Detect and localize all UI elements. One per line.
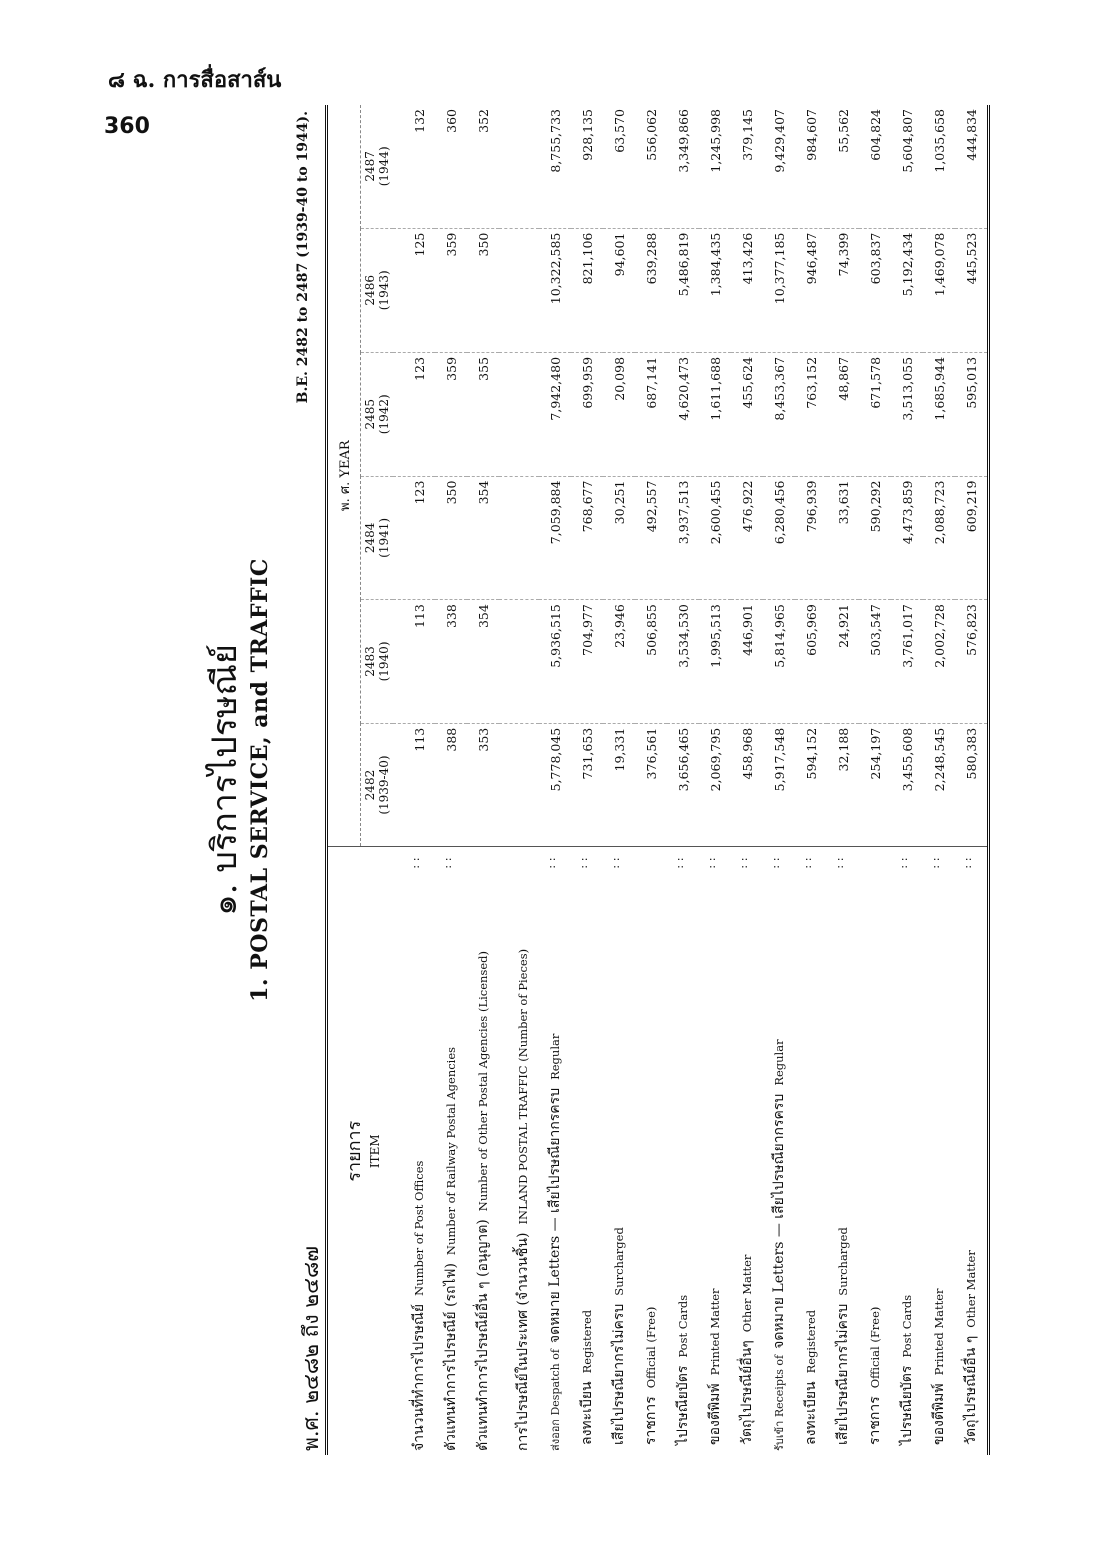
row-label	[603, 847, 635, 1455]
value-cell: 5,814,965	[763, 600, 795, 724]
value-cell: 2,088,723	[923, 476, 955, 600]
row-label	[635, 847, 667, 1455]
row-label-english: Registered	[804, 1309, 818, 1374]
value-cell: 9,429,407	[771, 109, 787, 173]
value-cell: 6,280,456	[763, 476, 795, 600]
value-cell: 455,624	[731, 352, 763, 476]
value-cell: 603,837	[859, 228, 891, 352]
value-cell: 590,292	[859, 476, 891, 600]
value-cell: 458,968	[731, 723, 763, 847]
value-cell: 1,685,944	[923, 352, 955, 476]
row-label	[891, 847, 923, 1455]
leader-dots: : :	[736, 857, 750, 869]
row-label	[827, 847, 859, 1455]
row-label-thai: จดหมาย Letters — เสียไปรษณียากรครบ	[771, 1093, 787, 1349]
value-cell: 10,322,585	[539, 228, 571, 352]
item-header-english: ITEM	[368, 1134, 382, 1169]
row-label-thai: ราชการ	[867, 1396, 883, 1445]
value-cell: 388	[435, 723, 467, 847]
value-cell: 2,069,795	[699, 723, 731, 847]
row-label	[393, 847, 435, 1455]
table-row	[827, 105, 859, 1455]
row-label-english: Official (Free)	[868, 1306, 882, 1389]
value-cell: 376,561	[635, 723, 667, 847]
table-row	[923, 105, 955, 1455]
row-label-thai: การไปรษณีย์ในประเทศ (จำนวนชิ้น)	[515, 1232, 531, 1451]
row-label	[795, 847, 827, 1455]
value-cell: 639,288	[635, 228, 667, 352]
value-cell: 984,607	[803, 109, 819, 161]
row-label	[571, 847, 603, 1455]
year-group-header: พ. ศ. YEAR	[327, 105, 361, 847]
value-cell: 5,778,045	[539, 723, 571, 847]
value-cell	[499, 600, 539, 724]
leader-dots: : :	[768, 857, 782, 869]
value-cell: 20,098	[603, 352, 635, 476]
value-cell: 1,469,078	[923, 228, 955, 352]
value-cell: 687,141	[635, 352, 667, 476]
title-block	[195, 105, 273, 1455]
row-label-english: INLAND POSTAL TRAFFIC (Number of Pieces)	[516, 948, 530, 1225]
value-cell: 3,937,513	[667, 476, 699, 600]
table-row	[635, 105, 667, 1455]
value-cell: 5,192,434	[891, 228, 923, 352]
value-cell: 354	[467, 476, 499, 600]
value-cell: 3,513,055	[891, 352, 923, 476]
value-cell: 594,152	[795, 723, 827, 847]
leader-dots: : :	[832, 857, 846, 869]
row-group-label: รับเข้า Receipts of	[773, 1354, 786, 1451]
value-cell: 254,197	[859, 723, 891, 847]
value-cell: 7,942,480	[539, 352, 571, 476]
leader-dots: : :	[960, 857, 974, 869]
value-cell: 338	[435, 600, 467, 724]
value-cell: 24,921	[827, 600, 859, 724]
row-label-thai: ของตีพิมพ์	[707, 1383, 723, 1445]
value-cell: 74,399	[827, 228, 859, 352]
value-cell: 94,601	[603, 228, 635, 352]
leader-dots: : :	[544, 857, 558, 869]
value-cell: 2,600,455	[699, 476, 731, 600]
table-row	[393, 105, 435, 1455]
value-cell: 446,901	[731, 600, 763, 724]
table-row	[603, 105, 635, 1455]
row-label-english: Post Cards	[676, 1294, 690, 1358]
row-label-english: Printed Matter	[708, 1288, 722, 1376]
value-cell: 350	[467, 228, 499, 352]
table-row	[435, 105, 467, 1455]
value-cell: 604,824	[867, 109, 883, 161]
row-label-thai: ลงทะเบียน	[803, 1381, 819, 1445]
table-row	[667, 105, 699, 1455]
value-cell: 8,453,367	[763, 352, 795, 476]
table-body	[393, 105, 989, 1455]
value-cell: 7,059,884	[539, 476, 571, 600]
value-cell: 2,002,728	[923, 600, 955, 724]
value-cell: 492,557	[635, 476, 667, 600]
value-cell: 359	[435, 352, 467, 476]
row-label	[699, 847, 731, 1455]
title-english: 1. POSTAL SERVICE, and TRAFFIC	[247, 558, 273, 1002]
table-row	[955, 105, 989, 1455]
value-cell: 4,473,859	[891, 476, 923, 600]
leader-dots: : :	[896, 857, 910, 869]
value-cell: 132	[411, 109, 427, 133]
row-label	[539, 847, 571, 1455]
value-cell: 445,523	[955, 228, 989, 352]
value-cell: 23,946	[603, 600, 635, 724]
row-label-thai: เสียไปรษณียากรไม่ครบ	[835, 1303, 851, 1445]
row-label-thai: วัตถุไปรษณีย์อื่นๆ	[739, 1340, 755, 1445]
row-label-english: Surcharged	[612, 1227, 626, 1296]
value-cell: 699,959	[571, 352, 603, 476]
value-cell: 3,534,530	[667, 600, 699, 724]
value-cell: 5,486,819	[667, 228, 699, 352]
row-label	[923, 847, 955, 1455]
value-cell: 928,135	[579, 109, 595, 161]
value-cell: 8,755,733	[547, 109, 563, 173]
value-cell: 354	[467, 600, 499, 724]
value-cell: 580,383	[955, 723, 989, 847]
title-thai: ๑. บริการไปรษณีย์	[205, 644, 245, 916]
table-row	[699, 105, 731, 1455]
section-header: ๘ ฉ. การสื่อสาส์น	[108, 67, 282, 93]
year-header: 2486 (1943)	[361, 228, 394, 352]
postal-statistics-table	[325, 105, 990, 1455]
row-label	[731, 847, 763, 1455]
row-label-thai: ไปรษณียบัตร	[899, 1365, 915, 1445]
value-cell: 595,013	[955, 352, 989, 476]
value-cell: 360	[443, 109, 459, 133]
value-cell: 1,995,513	[699, 600, 731, 724]
value-cell: 763,152	[795, 352, 827, 476]
table-row	[763, 105, 795, 1455]
year-header: 2484 (1941)	[361, 476, 394, 600]
value-cell: 353	[467, 723, 499, 847]
value-cell: 352	[475, 109, 491, 133]
value-cell: 113	[393, 600, 435, 724]
leader-dots: : :	[672, 857, 686, 869]
table-row	[539, 105, 571, 1455]
item-column-header	[327, 847, 394, 1455]
value-cell: 359	[435, 228, 467, 352]
value-cell: 33,631	[827, 476, 859, 600]
row-label-english: Registered	[580, 1309, 594, 1374]
row-label-thai: เสียไปรษณียากรไม่ครบ	[611, 1303, 627, 1445]
row-group-label: ส่งออก Despatch of	[549, 1349, 562, 1451]
leader-dots: : :	[608, 857, 622, 869]
row-label-english: Regular	[772, 1039, 786, 1086]
value-cell: 821,106	[571, 228, 603, 352]
value-cell: 671,578	[859, 352, 891, 476]
value-cell: 503,547	[859, 600, 891, 724]
year-header: 2487 (1944)	[363, 146, 391, 187]
value-cell: 32,188	[827, 723, 859, 847]
value-cell: 1,611,688	[699, 352, 731, 476]
row-label	[955, 847, 989, 1455]
value-cell: 48,867	[827, 352, 859, 476]
row-label-thai: ของตีพิมพ์	[931, 1383, 947, 1445]
value-cell: 10,377,185	[763, 228, 795, 352]
rotated-table-sheet	[195, 105, 979, 1455]
table-row	[467, 105, 499, 1455]
value-cell: 4,620,473	[667, 352, 699, 476]
page-number: 360	[104, 114, 150, 139]
row-label-thai: ตัวแทนทำการไปรษณีย์ (รถไฟ)	[443, 1263, 459, 1451]
value-cell: 605,969	[795, 600, 827, 724]
leader-dots: : :	[408, 857, 422, 869]
row-label-english: Surcharged	[836, 1227, 850, 1296]
row-label	[667, 847, 699, 1455]
value-cell: 946,487	[795, 228, 827, 352]
value-cell: 476,922	[731, 476, 763, 600]
row-label-english: Post Cards	[900, 1294, 914, 1358]
value-cell: 1,384,435	[699, 228, 731, 352]
value-cell: 123	[393, 352, 435, 476]
table-row	[571, 105, 603, 1455]
value-cell: 609,219	[955, 476, 989, 600]
value-cell: 5,936,515	[539, 600, 571, 724]
value-cell	[499, 476, 539, 600]
value-cell: 19,331	[603, 723, 635, 847]
table-row	[731, 105, 763, 1455]
row-label	[859, 847, 891, 1455]
value-cell: 123	[393, 476, 435, 600]
row-label-thai: วัตถุไปรษณีย์อื่น ๆ	[963, 1335, 979, 1445]
table-row	[859, 105, 891, 1455]
value-cell: 704,977	[571, 600, 603, 724]
row-label-english: Regular	[548, 1033, 562, 1080]
period-thai: พ.ศ. ๒๔๘๒ ถึง ๒๔๘๗	[299, 1245, 323, 1451]
row-label-english: Other Matter	[740, 1254, 754, 1333]
value-cell: 413,426	[731, 228, 763, 352]
row-label	[467, 847, 499, 1455]
value-cell: 350	[435, 476, 467, 600]
value-cell: 556,062	[643, 109, 659, 161]
value-cell: 506,855	[635, 600, 667, 724]
value-cell: 30,251	[603, 476, 635, 600]
value-cell	[499, 723, 539, 847]
value-cell: 125	[393, 228, 435, 352]
value-cell: 576,823	[955, 600, 989, 724]
value-cell: 768,677	[571, 476, 603, 600]
row-label-english: Official (Free)	[644, 1306, 658, 1389]
value-cell: 355	[467, 352, 499, 476]
row-label-thai: ลงทะเบียน	[579, 1381, 595, 1445]
value-cell: 55,562	[835, 109, 851, 153]
leader-dots: : :	[576, 857, 590, 869]
value-cell: 796,939	[795, 476, 827, 600]
value-cell: 63,570	[611, 109, 627, 153]
leader-dots: : :	[800, 857, 814, 869]
value-cell: 1,245,998	[707, 109, 723, 173]
year-header: 2482 (1939-40)	[361, 723, 394, 847]
value-cell: 5,917,548	[763, 723, 795, 847]
row-label-english: Number of Post Offices	[412, 1160, 426, 1296]
value-cell	[499, 228, 539, 352]
value-cell	[499, 352, 539, 476]
row-label	[763, 847, 795, 1455]
row-label	[499, 847, 539, 1455]
leader-dots: : :	[440, 857, 454, 869]
leader-dots: : :	[928, 857, 942, 869]
value-cell: 379,145	[739, 109, 755, 161]
row-label-thai: ราชการ	[643, 1396, 659, 1445]
row-label-thai: จำนวนที่ทำการไปรษณีย์	[411, 1303, 427, 1451]
row-label-english: Number of Other Postal Agencies (Licensed)	[476, 950, 490, 1212]
item-header-thai: รายการ	[344, 1120, 365, 1182]
value-cell: 113	[393, 723, 435, 847]
value-cell: 731,653	[571, 723, 603, 847]
year-header: 2485 (1942)	[361, 352, 394, 476]
value-cell	[499, 105, 539, 228]
value-cell: 3,656,465	[667, 723, 699, 847]
table-row	[891, 105, 923, 1455]
value-cell: 3,349,866	[675, 109, 691, 173]
value-cell: 3,761,017	[891, 600, 923, 724]
row-label-english: Printed Matter	[932, 1288, 946, 1376]
value-cell: 2,248,545	[923, 723, 955, 847]
value-cell: 5,604,807	[899, 109, 915, 173]
value-cell: 3,455,608	[891, 723, 923, 847]
row-label-thai: ไปรษณียบัตร	[675, 1365, 691, 1445]
table-row	[795, 105, 827, 1455]
year-header: 2483 (1940)	[361, 600, 394, 724]
row-label-thai: จดหมาย Letters — เสียไปรษณียากรครบ	[547, 1087, 563, 1344]
leader-dots: : :	[704, 857, 718, 869]
period-english: B.E. 2482 to 2487 (1939-40 to 1944).	[295, 111, 311, 404]
value-cell: 444,834	[963, 109, 979, 161]
row-label	[435, 847, 467, 1455]
table-row	[499, 105, 539, 1455]
row-label-thai: ตัวแทนทำการไปรษณีย์อื่น ๆ (อนุญาต)	[475, 1219, 491, 1451]
row-label-english: Number of Railway Postal Agencies	[444, 1046, 458, 1256]
value-cell: 1,035,658	[931, 109, 947, 173]
row-label-english: Other Matter	[964, 1250, 978, 1328]
